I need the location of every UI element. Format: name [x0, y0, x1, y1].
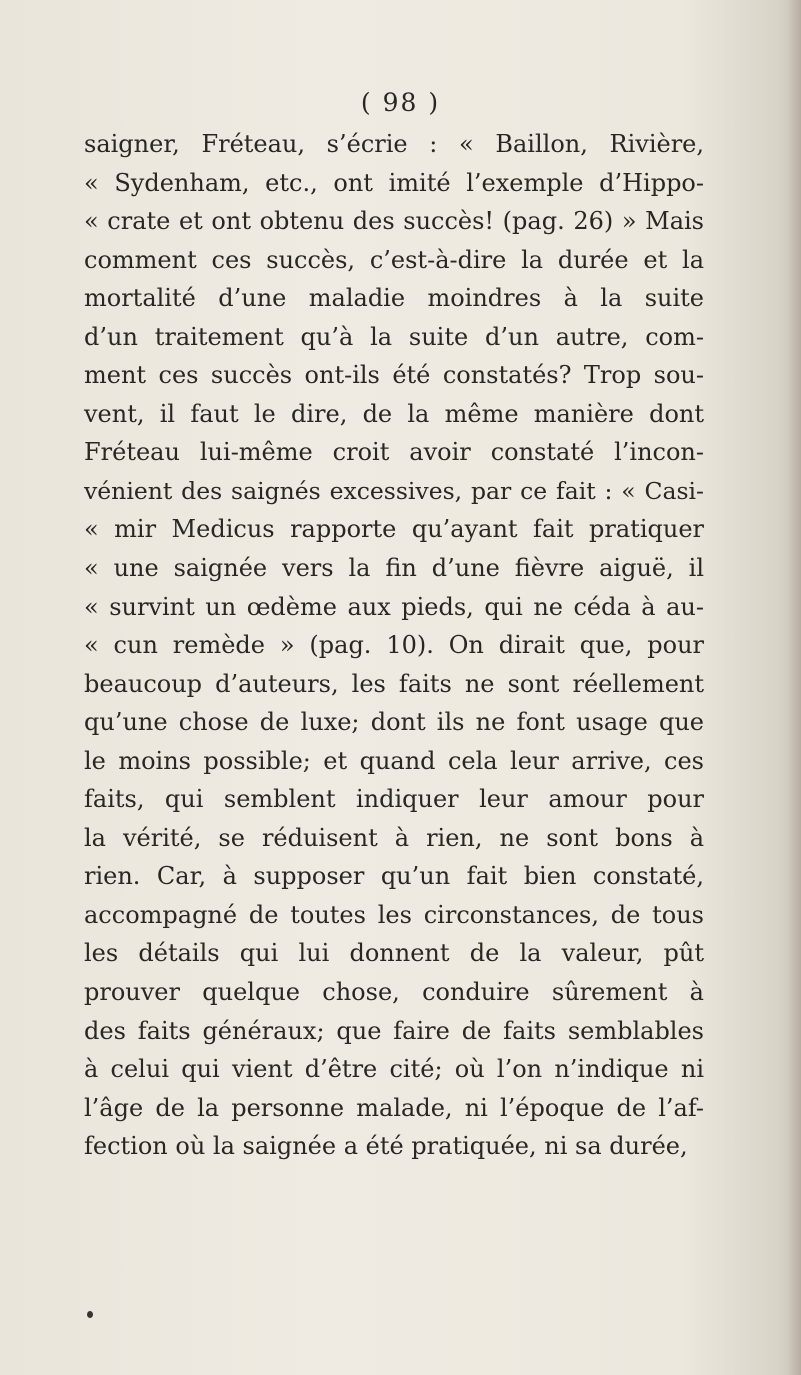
text-line: « crate et ont obtenu des succès! (pag. 26) » Mais [84, 207, 704, 236]
text-line: les détails qui lui donnent de la valeur, pût [84, 939, 704, 968]
text-line: « une saignée vers la fin d’une fièvre aiguë, il [84, 554, 704, 583]
text-line: fection où la saignée a été pratiquée, ni sa durée, [84, 1132, 688, 1161]
text-line: « survint un œdème aux pieds, qui ne céda à au- [84, 592, 704, 621]
text-line: « Sydenham, etc., ont imité l’exemple d’Hippo- [84, 168, 704, 197]
page-number: ( 98 ) [360, 88, 441, 117]
text-line: rien. Car, à supposer qu’un fait bien constaté, [84, 862, 704, 891]
text-line: le moins possible; et quand cela leur arrive, ces [84, 746, 704, 775]
text-line: « mir Medicus rapporte qu’ayant fait pratiquer [84, 515, 704, 544]
text-line: prouver quelque chose, conduire sûrement à [84, 978, 704, 1007]
text-line: vent, il faut le dire, de la même manière dont [84, 399, 704, 428]
text-line: d’un traitement qu’à la suite d’un autre, com- [84, 322, 704, 351]
text-line: faits, qui semblent indiquer leur amour pour [84, 785, 704, 814]
text-line: Fréteau lui-même croit avoir constaté l’incon- [84, 438, 704, 467]
text-line: ment ces succès ont-ils été constatés? Trop sou- [84, 361, 704, 390]
body-text [84, 125, 704, 1166]
text-line: la vérité, se réduisent à rien, ne sont bons à [84, 823, 704, 852]
text-line: « cun remède » (pag. 10). On dirait que, pour [84, 631, 704, 660]
text-line: à celui qui vient d’être cité; où l’on n’indique ni [84, 1055, 704, 1084]
text-line: accompagné de toutes les circonstances, de tous [84, 900, 704, 929]
text-line: comment ces succès, c’est-à-dire la durée et la [84, 245, 704, 274]
text-line: qu’une chose de luxe; dont ils ne font usage que [84, 708, 704, 737]
text-line: vénient des saignés excessives, par ce fait : « Casi- [84, 476, 704, 505]
text-line: beaucoup d’auteurs, les faits ne sont réellement [84, 669, 704, 698]
text-line: mortalité d’une maladie moindres à la suite [84, 284, 704, 313]
text-line: saigner, Fréteau, s’écrie : « Baillon, Rivière, [84, 130, 704, 158]
page-edge-shadow [787, 0, 801, 1375]
text-line: des faits généraux; que faire de faits semblables [84, 1016, 704, 1045]
ink-speck [87, 1311, 93, 1318]
text-line: l’âge de la personne malade, ni l’époque de l’af- [84, 1093, 704, 1122]
